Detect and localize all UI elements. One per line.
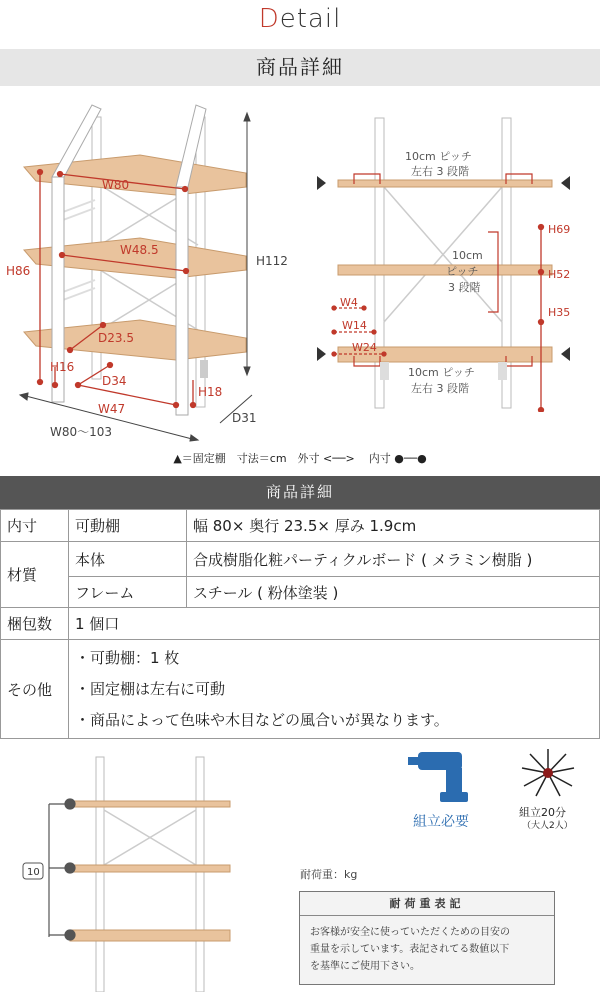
spec-other-label: その他 <box>1 640 69 739</box>
assembly-people-label: （大人2人） <box>522 821 573 831</box>
pitch-top-line1: 10cm ピッチ <box>405 150 472 163</box>
label-d31: D31 <box>232 411 257 425</box>
notice-title: 耐荷重表記 <box>300 892 554 916</box>
load-diagram <box>20 755 250 992</box>
label-h35: H35 <box>548 306 571 319</box>
pitch-mid-line2: ピッチ <box>446 265 479 278</box>
spec-other-line: ・固定棚は左右に可動 <box>75 679 226 698</box>
spec-other-list <box>69 640 600 739</box>
spec-movable-label: 可動棚 <box>69 510 187 542</box>
load-badge: 10 <box>27 867 40 878</box>
shelf-side-diagram <box>312 112 600 412</box>
pitch-mid-line3: 3 段階 <box>448 281 481 294</box>
label-h18: H18 <box>198 385 223 399</box>
label-h112: H112 <box>256 254 288 268</box>
spec-package-value: 1 個口 <box>69 608 600 640</box>
pitch-top-line2: 左右 3 段階 <box>411 165 469 178</box>
load-notice-box <box>299 891 555 985</box>
detail-title: Detail <box>258 4 342 34</box>
spec-frame-value: スチール ( 粉体塗装 ) <box>187 577 600 608</box>
spec-body-value: 合成樹脂化粧パーティクルボード ( メラミン樹脂 ) <box>187 542 600 577</box>
label-d34: D34 <box>102 374 127 388</box>
shelf-dimension-diagram <box>0 95 310 445</box>
assembly-time-label: 組立20分 <box>519 806 566 819</box>
spec-other-line: ・可動棚：1 枚 <box>75 648 180 667</box>
label-w14: W14 <box>342 319 367 332</box>
inner-dot-line-icon: ●──● <box>394 452 427 465</box>
label-h52: H52 <box>548 268 571 281</box>
notice-line: 重量を示しています。表記されてる数値以下 <box>310 944 510 955</box>
label-w48-5: W48.5 <box>120 243 159 257</box>
notice-line: お客様が安全に使っていただくための目安の <box>310 927 510 938</box>
label-w80: W80 <box>102 178 130 192</box>
label-d23-5: D23.5 <box>98 331 134 345</box>
spec-frame-label: フレーム <box>69 577 187 608</box>
spec-other-line: ・商品によって色味や木目などの風合いが異なります。 <box>75 710 449 729</box>
label-w24: W24 <box>352 341 377 354</box>
label-w4: W4 <box>340 296 358 309</box>
notice-body <box>300 916 554 983</box>
spec-material-label: 材質 <box>1 542 69 608</box>
pitch-bot-line1: 10cm ピッチ <box>408 366 475 379</box>
pitch-mid-line1: 10cm <box>452 249 483 262</box>
label-w-range: W80〜103 <box>50 425 113 439</box>
dimension-legend: ▲＝固定棚 寸法＝cm 外寸 <──> 内寸 ●──● <box>173 452 427 465</box>
assembly-required-label: 組立必要 <box>413 814 469 830</box>
spec-header: 商品詳細 <box>0 476 600 509</box>
pitch-bot-line2: 左右 3 段階 <box>411 382 469 395</box>
label-h69: H69 <box>548 223 571 236</box>
spec-movable-value: 幅 80× 奥行 23.5× 厚み 1.9cm <box>187 510 600 542</box>
label-w47: W47 <box>98 402 126 416</box>
spec-table <box>0 509 600 739</box>
spec-package-label: 梱包数 <box>1 608 69 640</box>
spec-body-label: 本体 <box>69 542 187 577</box>
load-capacity-label: 耐荷重：kg <box>300 868 358 881</box>
label-h86: H86 <box>6 264 31 278</box>
section-banner: 商品詳細 <box>0 49 600 86</box>
spec-inner-label: 内寸 <box>1 510 69 542</box>
drill-icon <box>408 744 478 806</box>
notice-line: を基準にご使用下さい。 <box>310 961 420 972</box>
outer-arrow-icon: <──> <box>323 452 355 465</box>
label-h16: H16 <box>50 360 75 374</box>
assembly-time-icon <box>516 748 580 798</box>
